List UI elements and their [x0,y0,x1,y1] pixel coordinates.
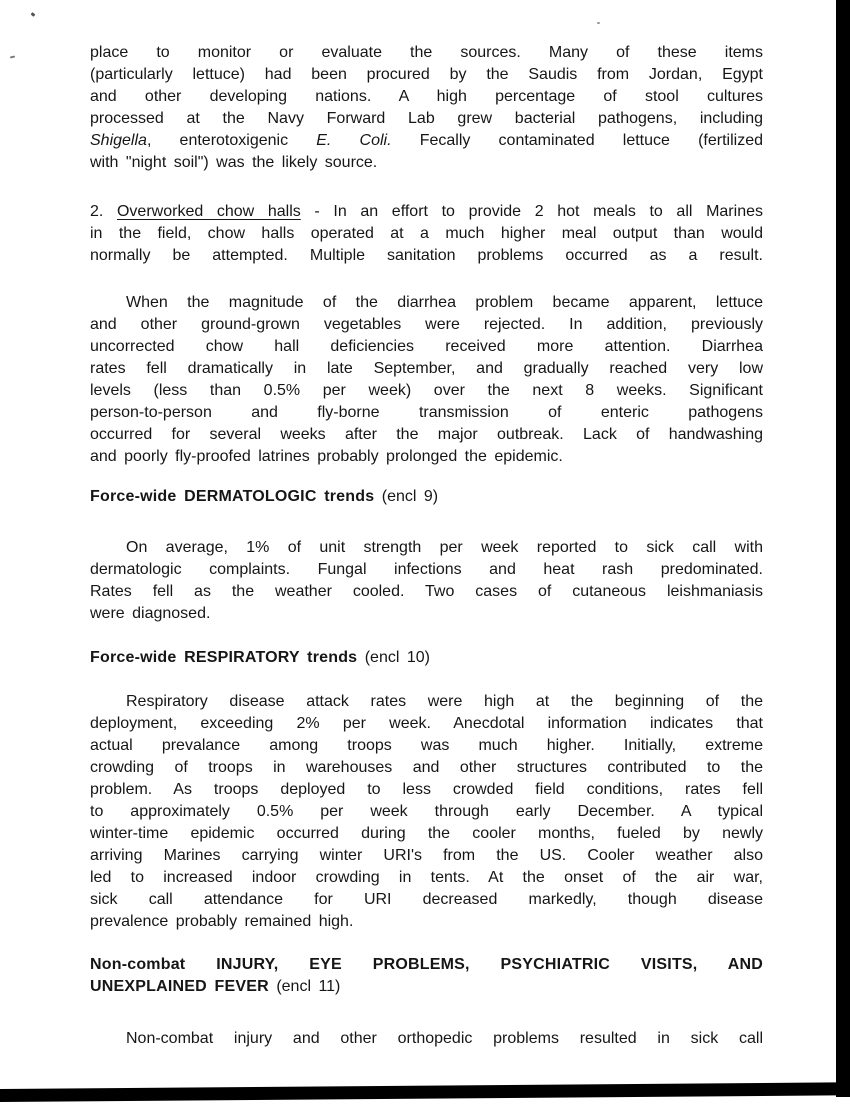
paragraph-diarrhea-response [90,292,763,468]
paragraph-line [90,446,763,468]
text-segment: , enterotoxigenic [146,132,317,149]
text-segment: E. Coli. [316,132,392,149]
text-segment: person-to-person and fly-borne transmission of enteric pathogens [90,404,763,421]
text-segment: - In an effort to provide 2 hot meals to all Marines [300,203,763,220]
text-segment: with "night soil") was the likely source. [90,154,378,171]
paragraph-line [90,757,763,779]
paragraph-line [90,823,763,845]
paragraph-line [90,292,763,314]
text-segment: (encl 11) [268,978,341,995]
text-segment: actual prevalance among troops was much higher. Initially, extreme [90,737,763,754]
paragraph-line [90,911,763,933]
text-segment: When the magnitude of the diarrhea problem became apparent, lettuce [126,294,763,311]
paragraph-line [90,86,763,108]
paragraph-dermatologic-detail [90,537,763,625]
paragraph-overworked-chow-halls [90,201,763,267]
text-segment: and poorly fly-proofed latrines probably prolonged the epidemic. [90,448,563,465]
text-segment: uncorrected chow hall deficiencies received more attention. Diarrhea [90,338,763,355]
paragraph-line [90,314,763,336]
text-segment: Fecally contaminated lettuce (fertilized [391,132,763,149]
scan-edge-right-bar [836,0,850,1097]
paragraph-respiratory-detail [90,691,763,933]
heading-respiratory-trends [90,647,763,669]
paragraph-line [90,603,763,625]
text-segment: prevalence probably remained high. [90,913,354,930]
text-segment: UNEXPLAINED FEVER [90,978,269,995]
text-segment: Shigella [90,132,147,149]
text-segment: deployment, exceeding 2% per week. Anecdotal information indicates that [90,715,763,732]
paragraph-line [90,402,763,424]
heading-dermatologic-trends [90,486,763,508]
paragraph-line [90,42,763,64]
paragraph-line [90,424,763,446]
paragraph-line [90,130,763,152]
text-segment: levels (less than 0.5% per week) over the next 8 weeks. Significant [90,382,763,399]
heading-line [90,954,763,976]
text-segment: (particularly lettuce) had been procured by the Saudis from Jordan, Egypt [90,66,763,83]
heading-line [90,647,763,669]
paragraph-line [90,559,763,581]
text-segment: (encl 9) [374,488,439,505]
text-segment: 2. [90,203,117,220]
scan-edge-bottom-bar [0,1082,850,1102]
paragraph-line [90,691,763,713]
text-segment: On average, 1% of unit strength per week reported to sick call with [126,539,763,556]
paragraph-line [90,64,763,86]
text-segment: sick call attendance for URI decreased markedly, though disease [90,891,763,908]
text-segment: Force-wide DERMATOLOGIC trends [90,488,375,505]
scan-speck [597,22,600,24]
text-segment: (encl 10) [357,649,430,666]
paragraph-line [90,801,763,823]
paragraph-line [90,152,763,174]
heading-line [90,486,763,508]
paragraph-line [90,735,763,757]
paragraph-line [90,223,763,245]
text-segment: winter-time epidemic occurred during the cooler months, fueled by newly [90,825,763,842]
text-segment: dermatologic complaints. Fungal infections and heat rash predominated. [90,561,763,578]
paragraph-line [90,581,763,603]
text-segment: were diagnosed. [90,605,211,622]
text-segment: problem. As troops deployed to less crowded field conditions, rates fell [90,781,763,798]
text-segment: arriving Marines carrying winter URI's from the US. Cooler weather also [90,847,763,864]
text-segment: place to monitor or evaluate the sources. Many of these items [90,44,763,61]
heading-injury-eye-psych-fever [90,954,763,998]
paragraph-line [90,201,763,223]
text-segment: Non-combat INJURY, EYE PROBLEMS, PSYCHIATRIC VISITS, AND [90,956,763,973]
text-segment: Rates fell as the weather cooled. Two cases of cutaneous leishmaniasis [90,583,763,600]
document-text [90,42,763,1050]
text-segment: and other developing nations. A high percentage of stool cultures [90,88,763,105]
paragraph-line [90,537,763,559]
paragraph-line [90,336,763,358]
paragraph-line [90,889,763,911]
text-segment: in the field, chow halls operated at a much higher meal output than would [90,225,763,242]
text-segment: and other ground-grown vegetables were rejected. In addition, previously [90,316,763,333]
paragraph-line [90,1028,763,1050]
paragraph-line [90,845,763,867]
paragraph-line [90,380,763,402]
paragraph-noncombat-injury [90,1028,763,1050]
text-segment: to approximately 0.5% per week through early December. A typical [90,803,763,820]
text-segment: Respiratory disease attack rates were high at the beginning of the [126,693,763,710]
heading-line [90,976,763,998]
text-segment: rates fell dramatically in late September, and gradually reached very low [90,360,763,377]
paragraph-line [90,779,763,801]
paragraph-contaminated-food-sources [90,42,763,174]
text-segment: led to increased indoor crowding in tents. At the onset of the air war, [90,869,763,886]
text-segment: occurred for several weeks after the major outbreak. Lack of handwashing [90,426,763,443]
paragraph-line [90,245,763,267]
text-segment: crowding of troops in warehouses and other structures contributed to the [90,759,763,776]
paragraph-line [90,358,763,380]
text-segment: processed at the Navy Forward Lab grew bacterial pathogens, including [90,110,763,127]
text-segment: Overworked chow halls [116,203,301,220]
scan-speck [10,56,15,59]
paragraph-line [90,867,763,889]
paragraph-line [90,713,763,735]
text-segment: Force-wide RESPIRATORY trends [90,649,358,666]
text-segment: Non-combat injury and other orthopedic problems resulted in sick call [126,1030,763,1047]
paragraph-line [90,108,763,130]
scan-speck [31,12,36,17]
text-segment: normally be attempted. Multiple sanitation problems occurred as a result. [90,247,763,264]
